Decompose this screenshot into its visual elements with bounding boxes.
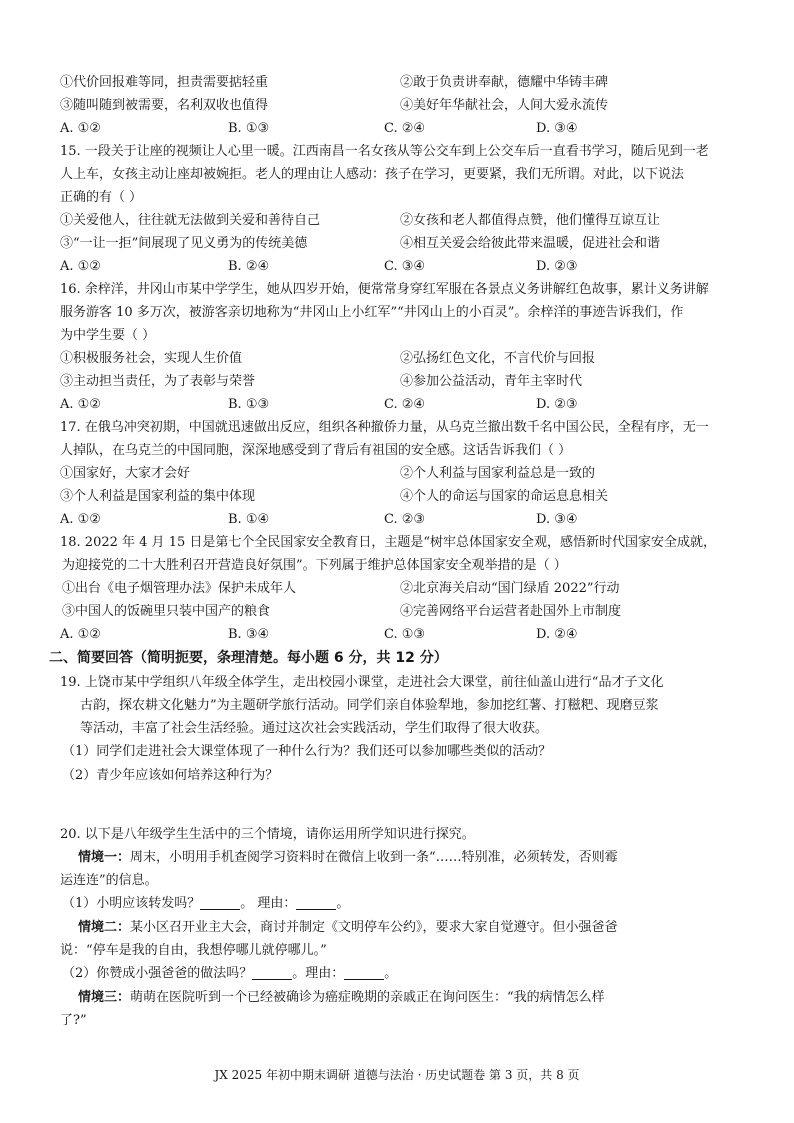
q15-stem-line-3: 正确的有（ ） — [60, 190, 143, 205]
q16-choice-c: C. ②④ — [384, 397, 426, 412]
q14-option-2: ②敢于负责讲奉献，德耀中华铸丰碑 — [400, 75, 609, 90]
q20-sub-1-question: （1）小明应该转发吗？ — [62, 896, 201, 911]
q16-stem-line-2: 服务游客 10 多万次，被游客亲切地称为“井冈山上小红军”“井冈山上的小百灵”。余梓洋的事迹告诉我们，作 — [60, 305, 684, 320]
q20-sub-1-answer-blank[interactable] — [200, 895, 240, 910]
q18-choice-b: B. ③④ — [228, 627, 270, 642]
q19-sub-1: （1）同学们走进社会大课堂体现了一种什么行为？我们还可以参加哪些类似的活动？ — [62, 744, 552, 759]
q17-choice-b: B. ①④ — [228, 512, 270, 527]
q19-stem-line-1: 19. 上饶市某中学组织八年级全体学生，走出校园小课堂，走进社会大课堂，前往仙盖山进行“品才子文化 — [60, 675, 664, 690]
q17-choice-a: A. ①② — [60, 512, 101, 527]
answer-space — [60, 788, 760, 823]
q17-option-2: ②个人利益与国家利益总是一致的 — [400, 466, 596, 481]
q14-option-row-2 — [60, 94, 760, 117]
q16-stem-line-1: 16. 余梓洋，井冈山市某中学学生，她从四岁开始，便常常身穿红军服在各景点义务讲解红色故事，累计义务讲解 — [60, 282, 709, 297]
q15-option-3: ③“一让一拒”间展现了见义勇为的传统美德 — [60, 236, 308, 251]
q17-option-row-1 — [60, 462, 760, 485]
q14-choices — [60, 117, 760, 140]
q19-sub-2: （2）青少年应该如何培养这种行为？ — [62, 768, 279, 783]
q18-stem-line-2: 为迎接党的二十大胜利召开营造良好氛围”。下列属于维护总体国家安全观举措的是（ ） — [62, 558, 567, 573]
q20-sub-2 — [60, 962, 760, 986]
q17-choices — [60, 508, 760, 531]
q17-choice-d: D. ③④ — [536, 512, 578, 527]
q15-option-row-2 — [60, 232, 760, 255]
q20-sub-1-reason-blank[interactable] — [296, 895, 336, 910]
q20-sub-1 — [60, 892, 760, 916]
q18-stem-line-1: 18. 2022 年 4 月 15 日是第七个全民国家安全教育日，主题是“树牢总体国家安全观，感悟新时代国家安全成就， — [60, 535, 717, 550]
q18-choice-c: C. ①③ — [384, 627, 426, 642]
q20-sub-2-end: 。 — [384, 966, 398, 981]
q20-scenario-1-line-1 — [60, 846, 760, 869]
q14-choice-b: B. ①③ — [228, 121, 270, 136]
q16-choice-d: D. ②③ — [536, 397, 578, 412]
q18-choice-d: D. ②④ — [536, 627, 578, 642]
q15-option-row-1 — [60, 209, 760, 232]
q15-option-1: ①关爱他人，往往就无法做到关爱和善待自己 — [60, 213, 321, 228]
section-2-title: 二、简要回答（简明扼要，条理清楚。每小题 6 分，共 12 分） — [49, 650, 448, 666]
exam-page — [49, 71, 760, 1032]
q17-option-row-2 — [60, 485, 760, 508]
page-footer: JX 2025 年初中期末调研 道德与法治 · 历史试题卷 第 3 页，共 8 页 — [214, 1068, 580, 1082]
q20-scenario-2-text-1: 某小区召开业主大会，商讨并制定《文明停车公约》，要求大家自觉遵守。但小强爸爸 — [130, 920, 618, 935]
q20-scenario-2-text-2: 说：“停车是我的自由，我想停哪儿就停哪儿。” — [60, 943, 327, 958]
q18-option-2: ②北京海关启动“国门绿盾 2022”行动 — [400, 581, 620, 596]
q18-option-row-2 — [60, 600, 760, 623]
q20-scenario-1-text-2: 运连连”的信息。 — [60, 873, 158, 888]
q15-option-4: ④相互关爱会给彼此带来温暖，促进社会和谐 — [400, 236, 661, 251]
q15-stem-line-2: 人上车，女孩主动让座却被婉拒。老人的理由让人感动：孩子在学习，更要紧，我们无所谓。对此，以下说法 — [60, 167, 685, 182]
q15-choice-b: B. ②④ — [228, 259, 270, 274]
q20-scenario-2-line-1 — [60, 916, 760, 939]
q17-stem-line-2: 人掉队，在乌克兰的中国同胞，深深地感受到了背后有祖国的安全感。这话告诉我们（ ） — [60, 443, 572, 458]
q20-sub-2-reason-label: 。理由： — [292, 966, 345, 981]
q20-scenario-3-text-2: 了?” — [60, 1013, 87, 1028]
q15-option-2: ②女孩和老人都值得点赞，他们懂得互谅互让 — [400, 213, 661, 228]
q17-option-4: ④个人的命运与国家的命运息息相关 — [400, 489, 609, 504]
q16-option-3: ③主动担当责任，为了表彰与荣誉 — [60, 374, 256, 389]
q20-sub-1-end: 。 — [336, 896, 350, 911]
q15-choice-c: C. ③④ — [384, 259, 426, 274]
q16-choices — [60, 393, 760, 416]
q16-option-1: ①积极服务社会，实现人生价值 — [60, 351, 243, 366]
q20-sub-2-answer-blank[interactable] — [252, 965, 292, 980]
q20-scenario-1-text-1: 周末，小明用手机查阅学习资料时在微信上收到一条“……特别准，必须转发，否则霉 — [130, 850, 618, 865]
q14-choice-c: C. ②④ — [384, 121, 426, 136]
q20-scenario-2-label: 情境二： — [78, 920, 131, 935]
q16-option-row-1 — [60, 347, 760, 370]
q14-choice-a: A. ①② — [60, 121, 101, 136]
q14-option-4: ④美好年华献社会，人间大爱永流传 — [400, 98, 609, 113]
q17-option-3: ③个人利益是国家利益的集中体现 — [60, 489, 256, 504]
q16-choice-a: A. ①② — [60, 397, 101, 412]
q20-stem: 20. 以下是八年级学生生活中的三个情境，请你运用所学知识进行探究。 — [60, 827, 475, 842]
q15-choices — [60, 255, 760, 278]
q19-stem-line-2: 古韵，探农耕文化魅力”为主题研学旅行活动。同学们亲自体验犁地，参加挖红薯、打糍粑、现磨豆浆 — [80, 698, 659, 713]
q20-sub-2-question: （2）你赞成小强爸爸的做法吗？ — [62, 966, 253, 981]
q18-option-1: ①出台《电子烟管理办法》保护未成年人 — [62, 581, 297, 596]
q16-option-4: ④参加公益活动，青年主宰时代 — [400, 374, 583, 389]
q15-choice-d: D. ②③ — [536, 259, 578, 274]
q16-choice-b: B. ①③ — [228, 397, 270, 412]
q19-stem-line-3: 等活动，丰富了社会生活经验。通过这次社会实践活动，学生们取得了很大收获。 — [80, 721, 549, 736]
q18-option-row-1 — [60, 577, 760, 600]
q16-option-2: ②弘扬红色文化，不言代价与回报 — [400, 351, 596, 366]
q18-option-3: ③中国人的饭碗里只装中国产的粮食 — [62, 604, 271, 619]
q14-option-3: ③随叫随到被需要，名利双收也值得 — [60, 98, 269, 113]
q17-option-1: ①国家好，大家才会好 — [60, 466, 191, 481]
q15-stem-line-1: 15. 一段关于让座的视频让人心里一暖。江西南昌一名女孩从等公交车到上公交车后一直看书学习，随后见到一老 — [60, 144, 709, 159]
q18-choices — [60, 623, 760, 646]
q18-option-4: ④完善网络平台运营者赴国外上市制度 — [400, 604, 622, 619]
q18-choice-a: A. ①② — [60, 627, 101, 642]
q20-sub-1-reason-label: 。 理由： — [240, 896, 297, 911]
q20-sub-2-reason-blank[interactable] — [344, 965, 384, 980]
q14-option-row-1 — [60, 71, 760, 94]
q20-scenario-1-label: 情境一： — [78, 850, 131, 865]
q16-stem-line-3: 为中学生要（ ） — [60, 328, 156, 343]
q20-scenario-3-text-1: 萌萌在医院听到一个已经被确诊为癌症晚期的亲戚正在询问医生：“我的病情怎么样 — [130, 990, 605, 1005]
q17-choice-c: C. ②③ — [384, 512, 426, 527]
q15-choice-a: A. ①② — [60, 259, 101, 274]
q14-option-1: ①代价回报难等同，担责需要掂轻重 — [60, 75, 269, 90]
q20-scenario-3-line-1 — [60, 986, 760, 1009]
q14-choice-d: D. ③④ — [536, 121, 578, 136]
q16-option-row-2 — [60, 370, 760, 393]
q17-stem-line-1: 17. 在俄乌冲突初期，中国就迅速做出反应，组织各种撤侨力量，从乌克兰撤出数千名中国公民，全程有序，无一 — [60, 420, 709, 435]
q20-scenario-3-label: 情境三： — [78, 990, 131, 1005]
